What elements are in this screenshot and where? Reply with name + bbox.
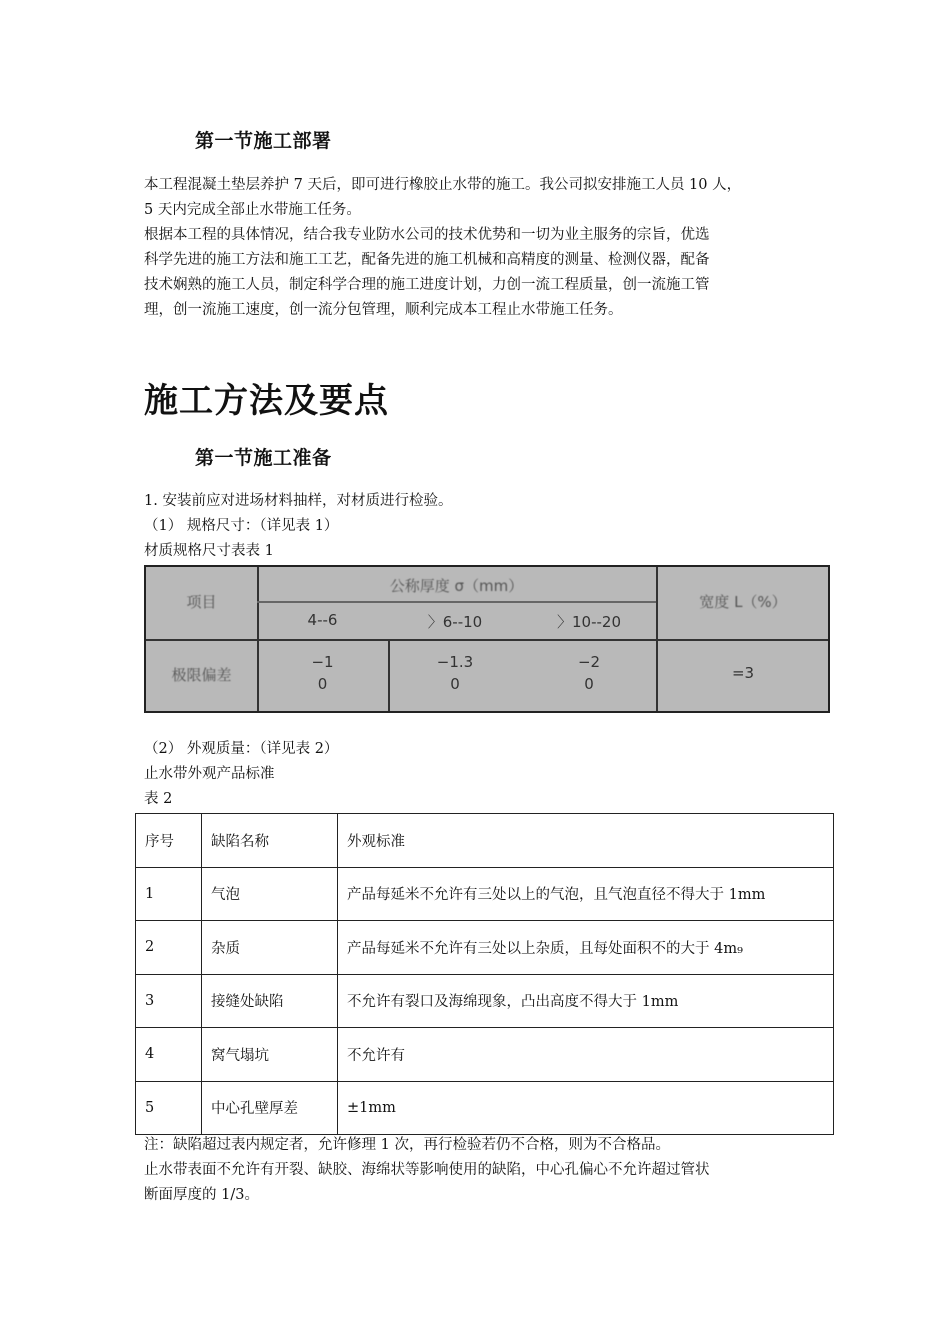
section-title-deployment: 第一节施工部署 — [195, 130, 332, 152]
note-text: 止水带表面不允许有开裂、缺胶、海绵状等影响使用的缺陷，中心孔偏心不允许超过管状 — [144, 1162, 710, 1178]
table-cell: 1 — [136, 867, 202, 921]
table-row — [136, 1081, 834, 1135]
chapter-title: 施工方法及要点 — [144, 381, 389, 421]
deployment-paragraph — [144, 173, 844, 323]
table-cell: 不允许有 — [338, 1028, 834, 1082]
table-cell: 不允许有裂口及海绵现象，凸出高度不得大于 1mm — [338, 974, 834, 1028]
table2-caption-number: 表 2 — [144, 791, 173, 807]
table-cell: 5 — [136, 1081, 202, 1135]
table-cell: 接缝处缺陷 — [202, 974, 338, 1028]
row-label-tolerance: 极限偏差 — [171, 666, 232, 684]
header-cell: 缺陷名称 — [202, 814, 338, 868]
value-cell: 0 — [317, 675, 328, 693]
sub-col-3: 〉10--20 — [557, 613, 621, 631]
text-line: 科学先进的施工方法和施工工艺，配备先进的施工机械和高精度的测量、检测仪器，配备 — [144, 252, 710, 268]
table-row — [136, 867, 834, 921]
header-width: 宽度 L（%） — [699, 593, 787, 611]
table-cell: 产品每延米不允许有三处以上杂质，且每处面积不的大于 4m₉ — [338, 921, 834, 975]
sub-col-1: 4--6 — [307, 611, 338, 629]
table-cell: 4 — [136, 1028, 202, 1082]
value-cell: =3 — [731, 664, 755, 682]
appearance-standard-table — [135, 813, 834, 1135]
note-text: 注：缺陷超过表内规定者，允许修理 1 次，再行检验若仍不合格，则为不合格品。 — [144, 1137, 670, 1153]
table-header-row — [136, 814, 834, 868]
text-line: 理，创一流施工速度，创一流分包管理，顺利完成本工程止水带施工任务。 — [144, 302, 623, 318]
table-cell: 气泡 — [202, 867, 338, 921]
text-line: 根据本工程的具体情况，结合我专业防水公司的技术优势和一切为业主服务的宗旨，优选 — [144, 227, 710, 243]
note-text: 断面厚度的 1/3。 — [144, 1187, 259, 1203]
value-cell: 0 — [450, 675, 460, 693]
header-cell: 序号 — [136, 814, 202, 868]
table-row — [136, 1028, 834, 1082]
table-row — [136, 974, 834, 1028]
notes-block — [144, 1133, 844, 1208]
table-cell: 窝气塌坑 — [202, 1028, 338, 1082]
text-line: 5 天内完成全部止水带施工任务。 — [144, 202, 361, 218]
value-cell: 0 — [584, 675, 594, 693]
table-divider — [146, 639, 828, 641]
table-cell: 杂质 — [202, 921, 338, 975]
spec-size-table — [144, 565, 830, 713]
sub-col-2: 〉6--10 — [427, 613, 483, 631]
section-title-preparation: 第一节施工准备 — [195, 447, 332, 469]
table1-caption: 材质规格尺寸表表 1 — [144, 543, 274, 559]
preparation-item-1: 1. 安装前应对进场材料抽样，对材质进行检验。 — [144, 493, 453, 509]
header-cell: 外观标准 — [338, 814, 834, 868]
text-line: 技术娴熟的施工人员，制定科学合理的施工进度计划，力创一流工程质量，创一流施工管 — [144, 277, 710, 293]
value-cell: −2 — [577, 653, 601, 671]
value-cell: −1 — [311, 653, 334, 671]
table-cell: 中心孔壁厚差 — [202, 1081, 338, 1135]
table-cell: ±1mm — [338, 1081, 834, 1135]
header-thickness: 公称厚度 σ（mm） — [389, 577, 524, 595]
appearance-item: （2） 外观质量：（详见表 2） — [144, 741, 339, 757]
text-line: 本工程混凝土垫层养护 7 天后，即可进行橡胶止水带的施工。我公司拟安排施工人员 10 人， — [144, 177, 742, 193]
table-cell: 产品每延米不允许有三处以上的气泡，且气泡直径不得大于 1mm — [338, 867, 834, 921]
value-cell: −1.3 — [436, 653, 474, 671]
table2-caption-title: 止水带外观产品标准 — [144, 766, 275, 782]
spec-size-item: （1） 规格尺寸：（详见表 1） — [144, 518, 339, 534]
table-cell: 3 — [136, 974, 202, 1028]
table-divider — [257, 601, 656, 603]
table-row — [136, 921, 834, 975]
header-item: 项目 — [186, 593, 217, 611]
table-cell: 2 — [136, 921, 202, 975]
